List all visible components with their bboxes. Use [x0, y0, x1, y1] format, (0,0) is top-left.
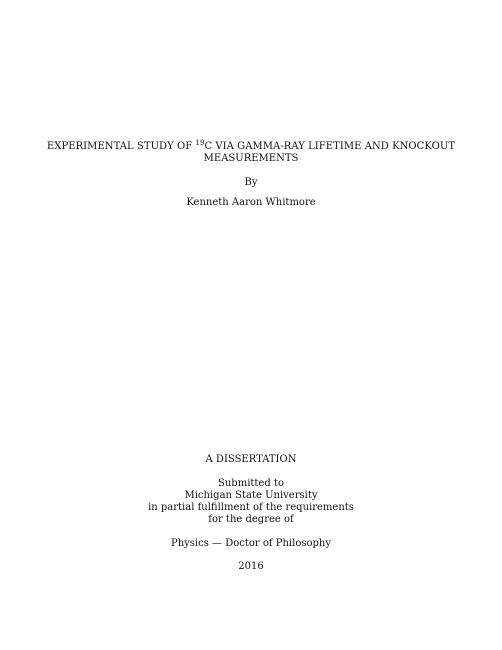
author-name: Kenneth Aaron Whitmore — [186, 197, 316, 208]
dissertation-label: A DISSERTATION — [205, 454, 297, 465]
isotope-mass-number: 19 — [195, 139, 205, 147]
degree-name: Physics — Doctor of Philosophy — [170, 538, 331, 549]
by-label: By — [244, 177, 258, 188]
submission-line-3: in partial fulfillment of the requirements — [148, 502, 354, 513]
submission-line-4: for the degree of — [208, 514, 294, 525]
thesis-title-line-1 — [0, 141, 502, 153]
year: 2016 — [238, 561, 264, 572]
submission-line-2: Michigan State University — [184, 490, 318, 501]
title-suffix: C VIA GAMMA-RAY LIFETIME AND KNOCKOUT — [204, 141, 456, 152]
thesis-title-line-2: MEASUREMENTS — [203, 153, 299, 164]
submission-line-1: Submitted to — [218, 478, 284, 489]
title-prefix: EXPERIMENTAL STUDY OF — [46, 141, 196, 152]
